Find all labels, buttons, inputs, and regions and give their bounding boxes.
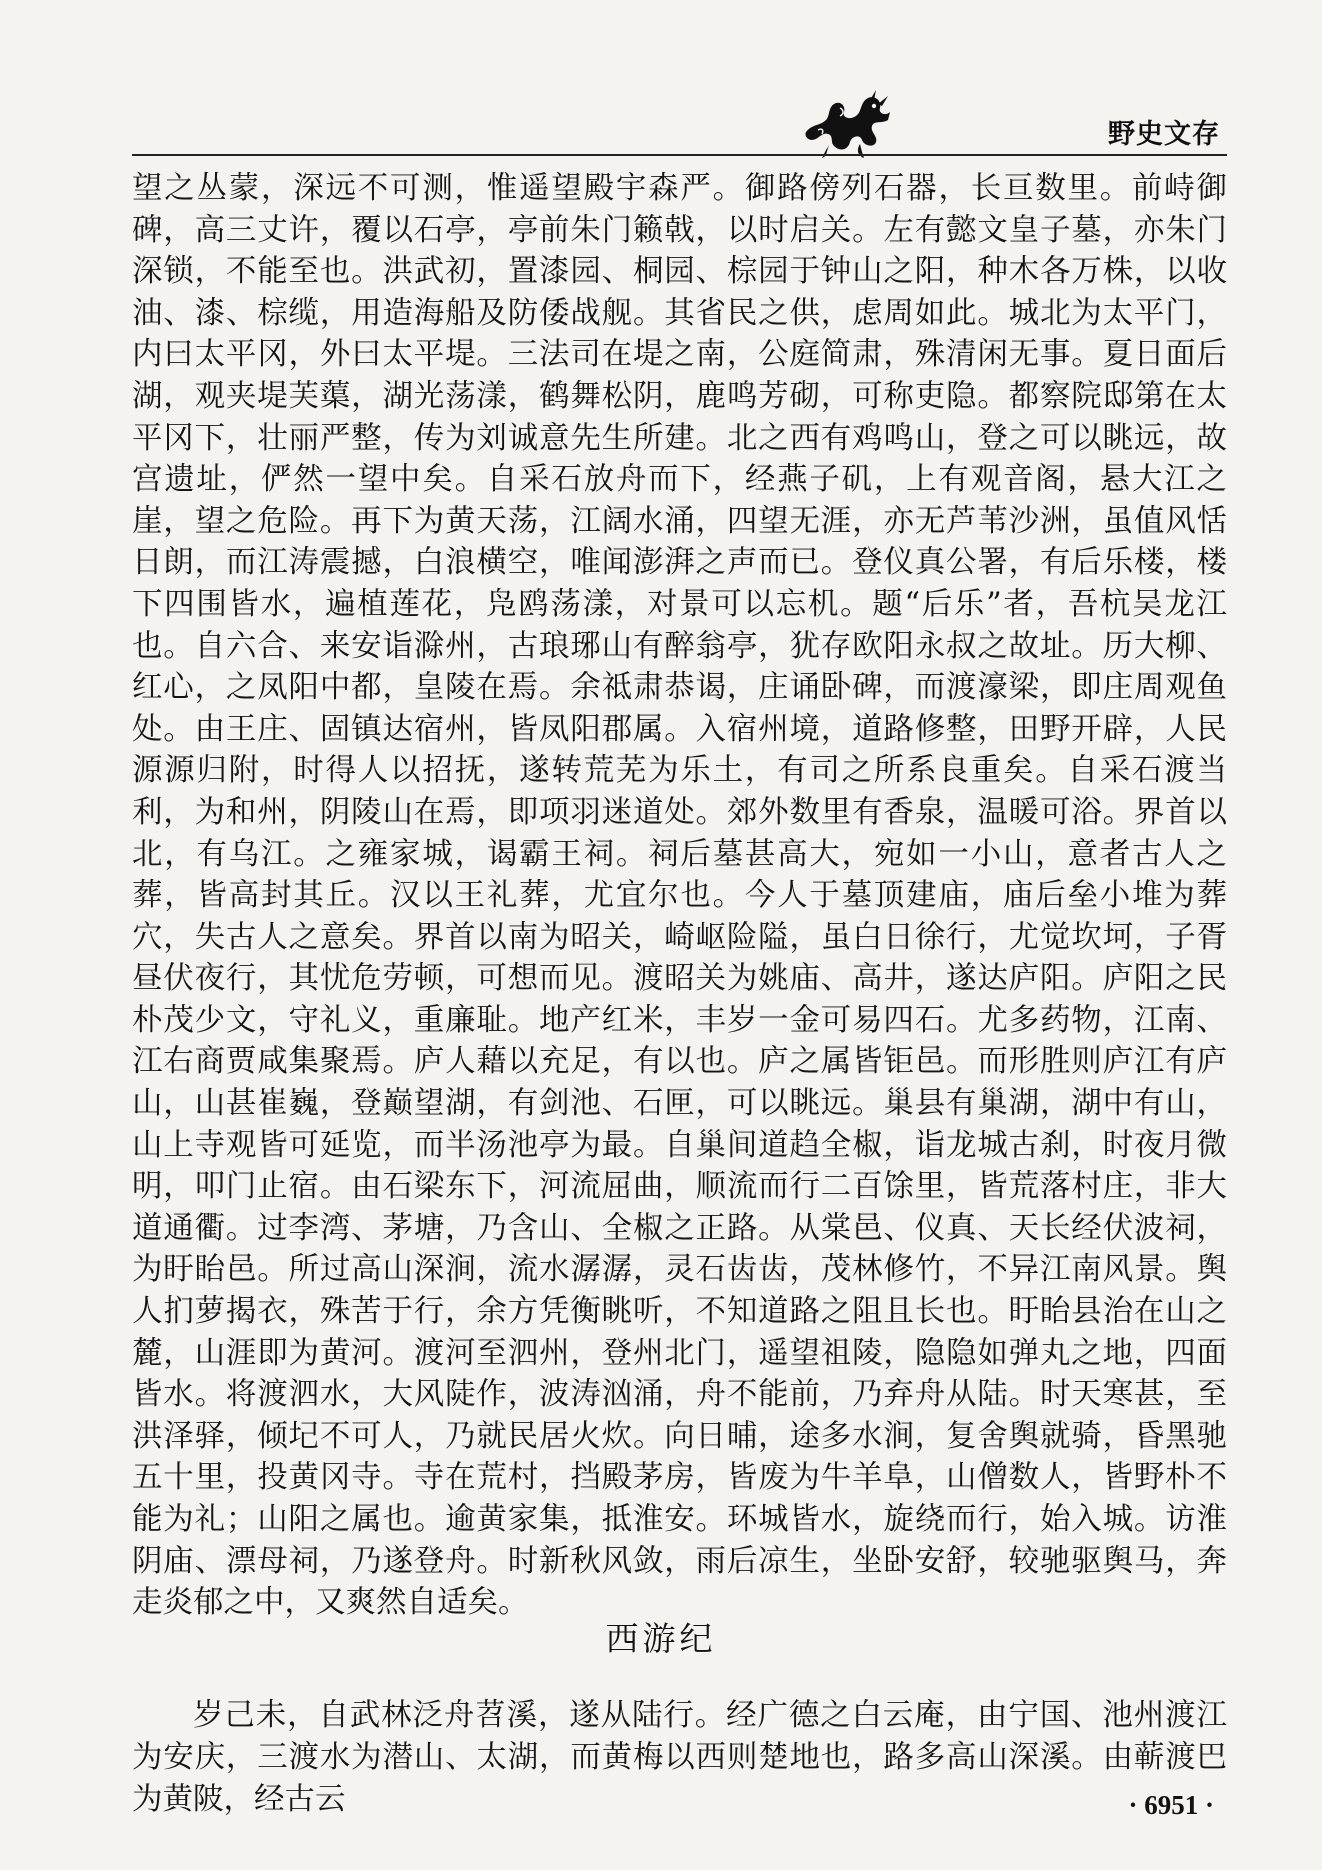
series-title: 野史文存 <box>1108 119 1220 150</box>
section-paragraph: 岁己未，自武林泛舟苕溪，遂从陆行。经广德之白云庵，由宁国、池州渡江为安庆，三渡水为潜山、太湖，而黄梅以西则楚地也，路多高山深溪。由蕲渡巴为黄陂，经古云 <box>132 1698 1227 1817</box>
dragon-emblem-icon <box>800 86 896 160</box>
body-paragraph: 望之丛蒙，深远不可测，惟遥望殿宇森严。御路傍列石器，长亘数里。前峙御碑，高三丈许，覆以石亭，亭前朱门籁戟，以时启关。左有懿文皇子墓，亦朱门深锁，不能至也。洪武初，置漆园、桐园、棕园于钟山之阳，种木各万株，以收油、漆、棕缆，用造海船及防倭战舰。其省民之供，虑周如此。城北为太平门，内曰太平冈，外曰太平堤。三法司在堤之南，公庭简肃，殊清闲无事。夏日面后湖，观夹堤芙蕖，湖光荡漾，鹤舞松阴，鹿鸣芳砌，可称吏隐。都察院邸第在太平冈下，壮丽严整，传为刘诚意先生所建。北之西有鸡鸣山，登之可以眺远，故宫遗址，俨然一望中矣。自采石放舟而下，经燕子矶，上有观音阁，悬大江之崖，望之危险。再下为黄天荡，江阔水涌，四望无涯，亦无芦苇沙洲，虽值风恬日朗，而江涛震撼，白浪横空，唯闻澎湃之声而已。登仪真公署，有后乐楼，楼下四围皆水，遍植莲花，凫鸥荡漾，对景可以忘机。题“后乐”者，吾杭吴龙江也。自六合、来安诣滁州，古琅琊山有醉翁亭，犹存欧阳永叔之故址。历大柳、红心，之凤阳中都，皇陵在焉。余祗肃恭谒，庄诵卧碑，而渡濠梁，即庄周观鱼处。由王庄、固镇达宿州，皆凤阳郡属。入宿州境，道路修整，田野开辟，人民源源归附，时得人以招抚，遂转荒芜为乐土，有司之所系良重矣。自采石渡当利，为和州，阴陵山在焉，即项羽迷道处。郊外数里有香泉，温暖可浴。界首以北，有乌江。之雍家城，谒霸王祠。祠后墓甚高大，宛如一小山，意者古人之葬，皆高封其丘。汉以王礼葬，尤宜尔也。今人于墓顶建庙，庙后垒小堆为葬穴，失古人之意矣。界首以南为昭关，崎岖险隘，虽白日徐行，尤觉坎坷，子胥昼伏夜行，其忧危劳顿，可想而见。渡昭关为姚庙、高井，遂达庐阳。庐阳之民朴茂少文，守礼义，重廉耻。地产红米，丰岁一金可易四石。尤多药物，江南、江右商贾咸集聚焉。庐人藉以充足，有以也。庐之属皆钜邑。而形胜则庐江有庐山，山甚崔巍，登巅望湖，有剑池、石匣，可以眺远。巢县有巢湖，湖中有山，山上寺观皆可延览，而半汤池亭为最。自巢间道趋全椒，诣龙城古刹，时夜月微明，叩门止宿。由石梁东下，河流屈曲，顺流而行二百馀里，皆荒落村庄，非大道通衢。过李湾、茅塘，乃含山、全椒之正路。从棠邑、仪真、天长经伏波祠，为盱眙邑。所过高山深涧，流水潺潺，灵石齿齿，茂林修竹，不异江南风景。舆人扪萝揭衣，殊苦于行，余方凭衡眺听，不知道路之阻且长也。盱眙县治在山之麓，山涯即为黄河。渡河至泗州，登州北门，遥望祖陵，隐隐如弹丸之地，四面皆水。将渡泗水，大风陡作，波涛汹涌，舟不能前，乃弃舟从陆。时天寒甚，至洪泽驿，倾圮不可人，乃就民居火炊。向日晡，途多水涧，复舍舆就骑，昏黑驰五十里，投黄冈寺。寺在荒村，挡殿茅房，皆废为牛羊阜，山僧数人，皆野朴不能为礼；山阳之属也。逾黄家集，抵淮安。环城皆水，旋绕而行，始入城。访淮阴庙、漂母祠，乃遂登舟。时新秋风敛，雨后凉生，坐卧安舒，较驰驱舆马，奔走炎郁之中，又爽然自适矣。 <box>132 171 1227 1621</box>
page-number: · 6951 · <box>1128 1790 1214 1820</box>
header-divider <box>132 154 1227 156</box>
page-header <box>0 0 1322 160</box>
section-title: 西游纪 <box>605 1619 717 1658</box>
